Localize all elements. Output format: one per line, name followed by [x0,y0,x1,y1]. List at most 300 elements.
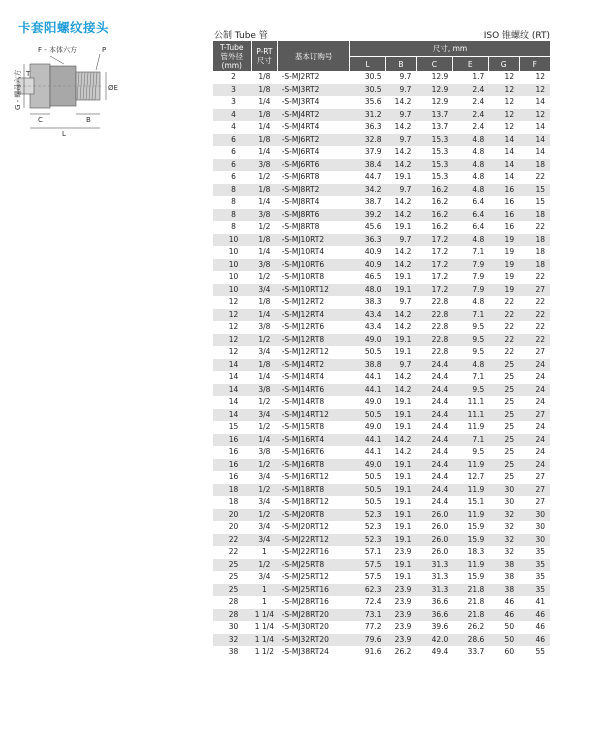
cell-g: 16 [488,184,519,197]
cell-b: 19.1 [386,509,417,522]
cell-order-number: -S-MJ32RT20 [278,634,350,647]
cell-p-rt: 1/2 [258,422,271,431]
cell-g: 19 [504,247,515,256]
table-row [213,571,550,584]
cell-b: 19.1 [394,222,412,231]
cell-e: 15.9 [467,522,485,531]
cell-l: 43.4 [350,309,386,322]
cell-b: 19.1 [386,334,417,347]
cell-c: 17.2 [431,247,449,256]
cell-b: 14.2 [386,259,417,272]
cell-b: 23.9 [394,597,412,606]
cell-l: 38.8 [350,359,386,372]
cell-b: 14.2 [394,97,412,106]
table-row [213,246,550,259]
cell-f: 12 [519,109,550,122]
cell-p-rt: 1/4 [258,122,271,131]
cell-e: 7.1 [452,434,488,447]
cell-f: 24 [535,422,545,431]
cell-tube-od: 12 [228,297,239,306]
cell-l: 30.5 [350,84,386,97]
cell-p-rt: 1/8 [258,297,271,306]
cell-b: 14.2 [394,372,412,381]
cell-order-number: -S-MJ10RT12 [278,284,350,297]
cell-tube-od: 22 [213,534,251,547]
cell-f: 30 [519,534,550,547]
cell-l: 30.5 [364,72,382,81]
cell-c: 24.4 [416,409,452,422]
cell-l: 37.9 [364,147,382,156]
table-row [213,621,550,634]
cell-order-number: -S-MJ30RT20 [281,622,329,631]
cell-f: 18 [535,247,545,256]
cell-c: 17.2 [431,272,449,281]
cell-tube-od: 18 [213,484,251,497]
cell-g: 32 [488,509,519,522]
table-row [213,596,550,609]
cell-f: 27 [519,409,550,422]
header-order-number: 基本订购号 [278,41,350,71]
cell-g: 22 [504,322,515,331]
cell-l: 44.1 [364,372,382,381]
cell-f: 22 [535,272,545,281]
table-subtitle-left: 公制 Tube 管 [214,31,268,41]
cell-f: 14 [535,122,545,131]
cell-b: 9.7 [386,234,417,247]
cell-p-rt: 1/2 [251,484,278,497]
cell-g: 19 [488,284,519,297]
table-row [213,121,550,134]
cell-p-rt: 3/4 [251,284,278,297]
cell-f: 30 [535,522,545,531]
cell-order-number: -S-MJ6RT6 [278,159,350,172]
cell-e: 7.1 [472,372,485,381]
cell-e: 6.4 [452,209,488,222]
cell-e: 9.5 [472,447,485,456]
cell-tube-od: 14 [213,359,251,372]
cell-tube-od: 16 [228,472,239,481]
table-row [213,509,550,522]
cell-f: 30 [519,509,550,522]
cell-p-rt: 1/2 [251,559,278,572]
cell-tube-od: 18 [228,497,239,506]
table-row [213,171,550,184]
cell-tube-od: 10 [213,234,251,247]
cell-p-rt: 1/2 [251,334,278,347]
cell-order-number: -S-MJ16RT12 [281,472,329,481]
cell-e: 2.4 [472,122,485,131]
cell-g: 25 [504,447,515,456]
cell-c: 49.4 [431,647,449,656]
cell-l: 50.5 [364,497,382,506]
cell-p-rt: 1/4 [251,434,278,447]
cell-f: 27 [535,497,545,506]
cell-b: 14.2 [386,309,417,322]
header-col-b: B [386,57,417,72]
cell-g: 60 [504,647,515,656]
cell-order-number: -S-MJ14RT2 [278,359,350,372]
cell-g: 25 [504,372,515,381]
cell-f: 18 [519,159,550,172]
cell-f: 18 [519,259,550,272]
cell-l: 38.4 [350,159,386,172]
cell-order-number: -S-MJ12RT12 [281,347,329,356]
cell-p-rt: 3/4 [258,347,271,356]
cell-l: 49.0 [364,397,382,406]
cell-b: 19.1 [394,472,412,481]
cell-l: 57.5 [350,559,386,572]
cell-tube-od: 6 [231,147,236,156]
cell-l: 49.0 [350,334,386,347]
cell-order-number: -S-MJ6RT4 [281,147,320,156]
cell-l: 72.4 [364,597,382,606]
cell-p-rt: 3/4 [251,534,278,547]
table-row [213,471,550,484]
cell-p-rt: 1/8 [251,359,278,372]
cell-l: 44.1 [364,447,382,456]
cell-p-rt: 1 1/2 [254,647,274,656]
cell-c: 39.6 [431,622,449,631]
cell-p-rt: 3/4 [251,409,278,422]
cell-e: 7.9 [472,272,485,281]
cell-g: 32 [488,534,519,547]
cell-g: 14 [488,159,519,172]
cell-tube-od: 20 [228,522,239,531]
cell-p-rt: 1/4 [258,197,271,206]
cell-f: 46 [519,609,550,622]
cell-f: 35 [535,547,545,556]
cell-e: 11.9 [452,459,488,472]
cell-tube-od: 16 [213,459,251,472]
cell-b: 14.2 [386,384,417,397]
cell-order-number: -S-MJ25RT12 [281,572,329,581]
cell-p-rt: 1/8 [251,84,278,97]
cell-tube-od: 6 [213,159,251,172]
cell-g: 16 [504,222,515,231]
cell-f: 24 [519,384,550,397]
cell-g: 14 [504,147,515,156]
cell-tube-od: 3 [213,84,251,97]
table-row [213,321,550,334]
cell-g: 16 [488,209,519,222]
cell-e: 2.4 [452,84,488,97]
cell-p-rt: 1/8 [251,134,278,147]
cell-order-number: -S-MJ8RT6 [278,209,350,222]
cell-tube-od: 14 [213,384,251,397]
cell-f: 27 [519,484,550,497]
cell-c: 24.4 [431,422,449,431]
cell-p-rt: 1/2 [251,459,278,472]
cell-c: 26.0 [416,509,452,522]
cell-e: 11.1 [467,397,485,406]
cell-f: 14 [535,147,545,156]
cell-tube-od: 14 [228,397,239,406]
cell-tube-od: 28 [228,597,239,606]
cell-g: 30 [488,484,519,497]
cell-e: 4.8 [452,184,488,197]
cell-tube-od: 15 [228,422,239,431]
cell-e: 4.8 [452,159,488,172]
label-b: B [86,116,91,124]
cell-g: 25 [504,397,515,406]
cell-tube-od: 25 [228,572,239,581]
cell-c: 31.3 [431,572,449,581]
cell-l: 52.3 [364,522,382,531]
table-row [213,359,550,372]
cell-b: 19.1 [394,497,412,506]
cell-p-rt: 3/4 [258,522,271,531]
table-row [213,371,550,384]
cell-order-number: -S-MJ38RT24 [281,647,329,656]
spec-table [213,41,550,659]
cell-b: 14.2 [394,322,412,331]
cell-c: 36.6 [416,609,452,622]
cell-g: 25 [488,434,519,447]
table-row [213,646,550,659]
cell-tube-od: 8 [213,209,251,222]
cell-g: 25 [488,409,519,422]
cell-p-rt: 1 1/4 [254,622,274,631]
table-row [213,271,550,284]
cell-p-rt: 1/4 [258,97,271,106]
cell-c: 22.8 [416,334,452,347]
cell-g: 16 [504,197,515,206]
table-row [213,159,550,172]
cell-l: 44.7 [364,172,382,181]
spec-table-body [213,71,550,659]
cell-tube-od: 8 [231,222,236,231]
cell-l: 52.3 [350,534,386,547]
cell-f: 24 [535,372,545,381]
cell-p-rt: 1/2 [258,222,271,231]
cell-g: 12 [488,109,519,122]
cell-f: 15 [519,184,550,197]
cell-f: 18 [519,209,550,222]
cell-c: 15.3 [416,159,452,172]
cell-c: 17.2 [416,284,452,297]
cell-p-rt: 1/2 [258,397,271,406]
label-l: L [62,130,66,138]
cell-tube-od: 2 [231,72,236,81]
cell-g: 25 [504,472,515,481]
cell-c: 22.8 [431,297,449,306]
cell-order-number: -S-MJ12RT6 [281,322,325,331]
cell-p-rt: 3/8 [251,209,278,222]
cell-c: 24.4 [431,497,449,506]
table-row [213,234,550,247]
cell-g: 38 [488,559,519,572]
cell-f: 24 [535,397,545,406]
cell-g: 22 [488,309,519,322]
cell-e: 21.8 [452,609,488,622]
cell-order-number: -S-MJ10RT4 [281,247,325,256]
cell-l: 50.5 [364,347,382,356]
cell-order-number: -S-MJ22RT16 [281,547,329,556]
cell-p-rt: 3/8 [258,322,271,331]
table-row [213,484,550,497]
table-row [213,134,550,147]
cell-e: 12.7 [467,472,485,481]
cell-b: 23.9 [386,609,417,622]
header-t-tube: T-Tube 管外径 (mm) [213,41,251,71]
table-row [213,446,550,459]
table-row [213,409,550,422]
cell-e: 2.4 [472,97,485,106]
cell-f: 24 [519,359,550,372]
table-row [213,309,550,322]
cell-g: 19 [488,259,519,272]
cell-l: 52.3 [350,509,386,522]
cell-order-number: -S-MJ12RT2 [281,297,325,306]
cell-f: 22 [535,297,545,306]
cell-e: 18.3 [467,547,485,556]
cell-g: 38 [488,584,519,597]
table-row [213,434,550,447]
cell-f: 15 [535,197,545,206]
cell-order-number: -S-MJ15RT8 [281,422,325,431]
cell-p-rt: 1/4 [251,309,278,322]
cell-b: 14.2 [394,247,412,256]
cell-g: 50 [488,634,519,647]
cell-order-number: -S-MJ3RT4 [281,97,320,106]
cell-c: 13.7 [431,122,449,131]
header-col-f: F [519,57,550,72]
cell-f: 46 [519,634,550,647]
cell-tube-od: 14 [213,409,251,422]
cell-c: 24.4 [416,359,452,372]
cell-c: 36.6 [431,597,449,606]
cell-b: 19.1 [394,522,412,531]
cell-c: 16.2 [416,184,452,197]
cell-l: 46.5 [364,272,382,281]
cell-e: 9.5 [452,384,488,397]
cell-tube-od: 6 [231,172,236,181]
cell-l: 44.1 [350,434,386,447]
cell-b: 19.1 [394,422,412,431]
cell-e: 9.5 [452,334,488,347]
cell-e: 2.4 [452,109,488,122]
cell-c: 26.0 [431,547,449,556]
cell-tube-od: 12 [228,322,239,331]
cell-g: 25 [488,384,519,397]
table-row [213,209,550,222]
cell-order-number: -S-MJ14RT6 [278,384,350,397]
cell-tube-od: 25 [213,584,251,597]
cell-g: 50 [504,622,515,631]
cell-e: 15.1 [467,497,485,506]
cell-g: 12 [504,72,515,81]
cell-b: 14.2 [394,122,412,131]
cell-l: 62.3 [350,584,386,597]
cell-tube-od: 8 [231,197,236,206]
cell-p-rt: 1/8 [251,234,278,247]
cell-b: 23.9 [386,634,417,647]
cell-b: 23.9 [394,547,412,556]
cell-g: 25 [488,459,519,472]
cell-e: 6.4 [472,197,485,206]
cell-l: 57.1 [364,547,382,556]
table-row [213,196,550,209]
table-row [213,546,550,559]
cell-b: 19.1 [394,572,412,581]
header-col-c: C [416,57,452,72]
cell-p-rt: 3/4 [258,572,271,581]
cell-p-rt: 1/2 [258,172,271,181]
cell-tube-od: 8 [213,184,251,197]
table-row [213,396,550,409]
table-row [213,496,550,509]
cell-e: 4.8 [472,172,485,181]
cell-g: 25 [504,422,515,431]
cell-p-rt: 1 1/4 [251,634,278,647]
cell-l: 39.2 [350,209,386,222]
cell-l: 44.1 [350,384,386,397]
cell-b: 14.2 [386,209,417,222]
cell-l: 50.5 [350,484,386,497]
cell-p-rt: 3/8 [251,259,278,272]
cell-order-number: -S-MJ6RT8 [281,172,320,181]
cell-f: 27 [519,284,550,297]
cell-c: 24.4 [431,472,449,481]
cell-c: 24.4 [431,397,449,406]
label-g: G - 螺母六方 [14,69,22,110]
cell-g: 12 [504,122,515,131]
cell-e: 21.8 [452,584,488,597]
cell-l: 73.1 [350,609,386,622]
cell-order-number: -S-MJ8RT8 [281,222,320,231]
cell-e: 9.5 [472,322,485,331]
cell-order-number: -S-MJ6RT2 [278,134,350,147]
cell-p-rt: 1/8 [251,184,278,197]
cell-l: 48.0 [350,284,386,297]
cell-g: 30 [504,497,515,506]
cell-e: 26.2 [467,622,485,631]
cell-l: 79.6 [350,634,386,647]
cell-g: 19 [504,272,515,281]
cell-b: 26.2 [394,647,412,656]
cell-b: 14.2 [386,159,417,172]
cell-order-number: -S-MJ8RT2 [278,184,350,197]
cell-c: 16.2 [416,209,452,222]
cell-order-number: -S-MJ20RT8 [278,509,350,522]
cell-e: 1.7 [472,72,485,81]
cell-c: 12.9 [431,97,449,106]
table-row [213,384,550,397]
cell-tube-od: 12 [213,334,251,347]
cell-tube-od: 32 [213,634,251,647]
cell-f: 12 [535,72,545,81]
cell-order-number: -S-MJ28RT20 [278,609,350,622]
cell-p-rt: 3/8 [251,159,278,172]
cell-p-rt: 3/4 [258,497,271,506]
header-p-rt: P-RT 尺寸 [251,41,278,71]
cell-e: 4.8 [452,134,488,147]
table-row [213,609,550,622]
cell-c: 22.8 [416,309,452,322]
cell-p-rt: 3/8 [258,447,271,456]
cell-g: 12 [488,84,519,97]
cell-l: 77.2 [364,622,382,631]
cell-p-rt: 1/2 [251,509,278,522]
cell-g: 46 [504,597,515,606]
cell-tube-od: 12 [213,309,251,322]
cell-l: 35.6 [364,97,382,106]
cell-tube-od: 6 [213,134,251,147]
label-c: C [38,116,43,124]
cell-tube-od: 20 [213,509,251,522]
cell-l: 36.3 [350,234,386,247]
cell-b: 19.1 [386,284,417,297]
